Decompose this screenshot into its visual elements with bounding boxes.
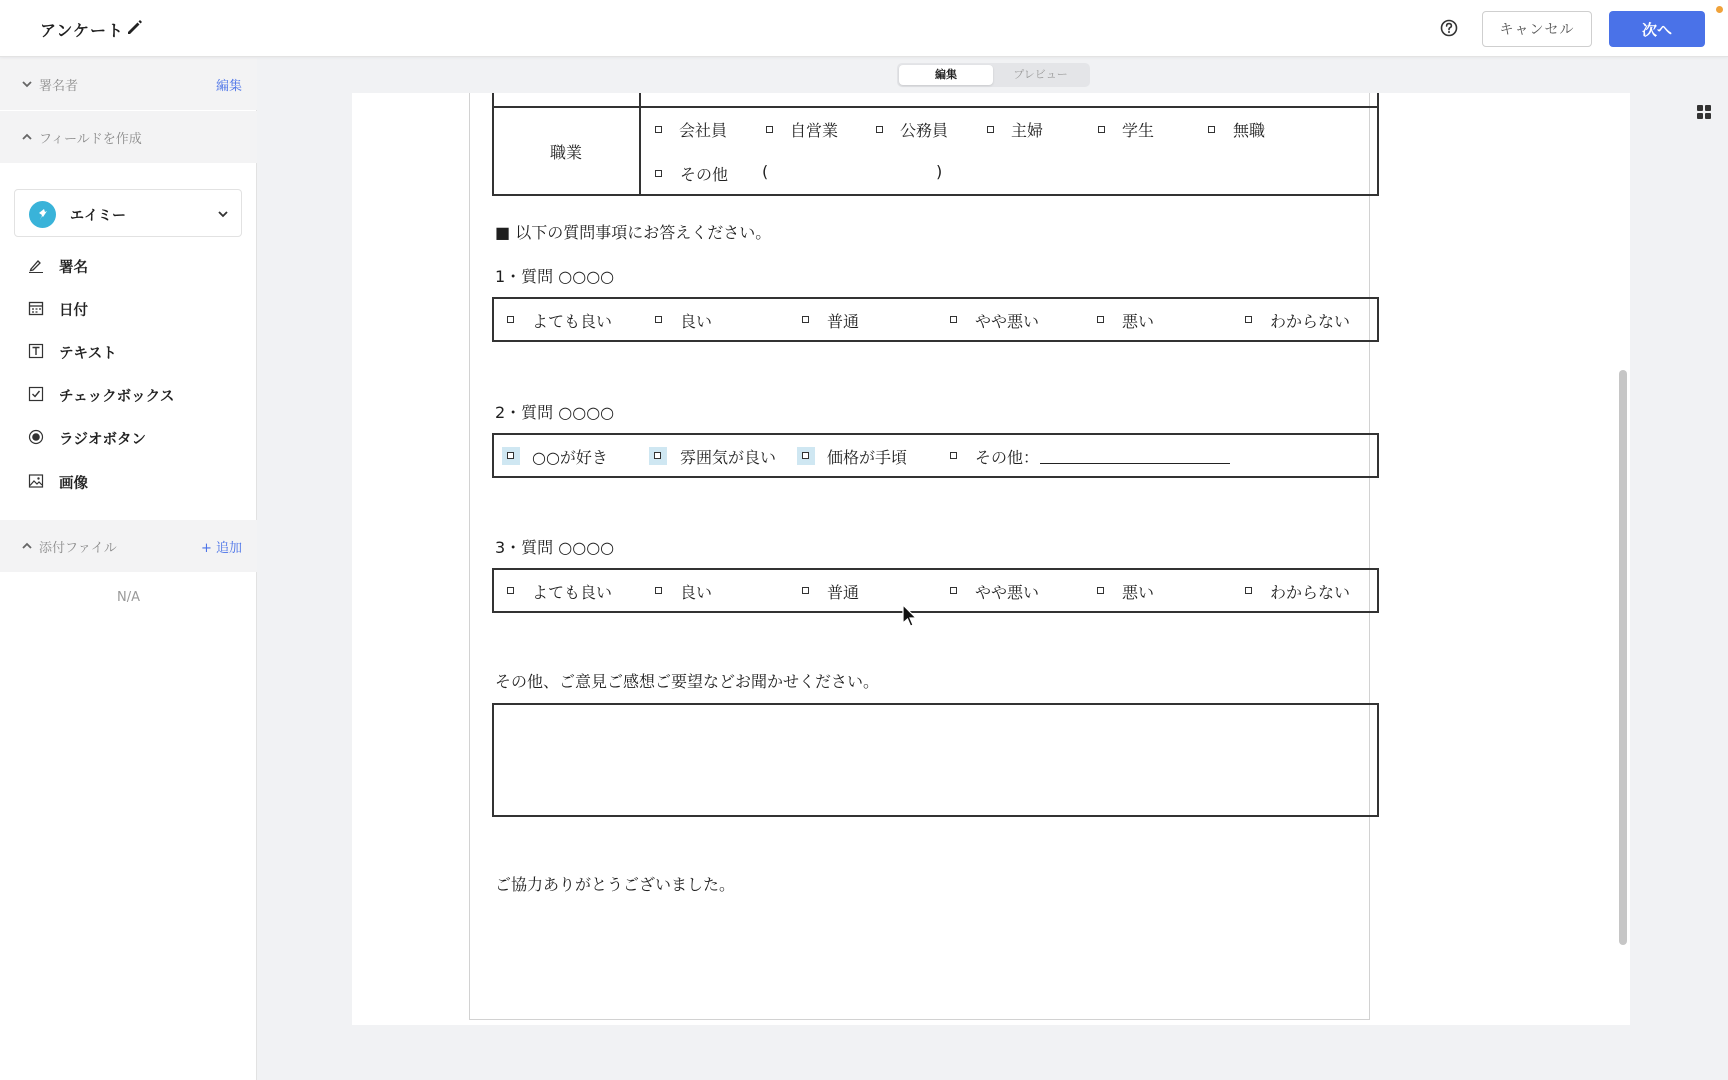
q2-checkbox[interactable]	[802, 452, 809, 459]
q2-checkbox[interactable]	[950, 452, 957, 459]
image-icon	[28, 473, 44, 489]
occupation-checkbox[interactable]	[766, 126, 773, 133]
field-signature[interactable]	[28, 251, 248, 281]
occupation-option: 会社員	[679, 121, 728, 140]
document-page	[469, 93, 1370, 1020]
q3-option: 悪い	[1122, 583, 1155, 602]
occupation-label: 職業	[550, 143, 583, 162]
occupation-other-paren: (	[762, 162, 769, 181]
q1-checkbox[interactable]	[507, 316, 514, 323]
occupation-option: 無職	[1233, 121, 1266, 140]
q1-option: 良い	[680, 312, 713, 331]
q2-checkbox[interactable]	[507, 452, 514, 459]
occupation-checkbox[interactable]	[655, 126, 662, 133]
grid-view-icon[interactable]	[1696, 104, 1712, 120]
occupation-checkbox[interactable]	[987, 126, 994, 133]
q1-option: よても良い	[532, 312, 613, 331]
q2-option: ○○が好き	[532, 448, 608, 467]
q1-checkbox[interactable]	[950, 316, 957, 323]
comments-prompt: その他、ご意見ご感想ご要望などお聞かせください。	[495, 672, 880, 691]
field-label: ラジオボタン	[59, 432, 146, 448]
fields-section-header[interactable]	[0, 111, 257, 163]
q3-option: やや悪い	[975, 583, 1040, 602]
signature-pen-icon	[28, 257, 44, 273]
question-2-box	[492, 433, 1379, 478]
calendar-icon	[28, 300, 44, 316]
q1-checkbox[interactable]	[802, 316, 809, 323]
field-label: 日付	[59, 303, 88, 319]
chevron-up-icon	[21, 131, 33, 143]
chevron-up-icon	[21, 540, 33, 552]
occupation-checkbox[interactable]	[876, 126, 883, 133]
field-image[interactable]	[28, 467, 248, 497]
tab-preview[interactable]: プレビュー	[1013, 68, 1068, 81]
mouse-cursor-icon	[902, 604, 918, 628]
instruction-text: ■ 以下の質問事項にお答えください。	[495, 223, 772, 242]
avatar	[29, 201, 56, 228]
sidebar	[0, 58, 257, 1080]
occupation-option: 学生	[1122, 121, 1155, 140]
thanks-text: ご協力ありがとうございました。	[495, 875, 736, 894]
q2-checkbox[interactable]	[654, 452, 661, 459]
q3-checkbox[interactable]	[950, 587, 957, 594]
q2-option: その他：	[975, 448, 1040, 467]
q1-option: わからない	[1270, 312, 1351, 331]
q1-checkbox[interactable]	[1245, 316, 1252, 323]
q2-option: 価格が手頃	[827, 448, 908, 467]
fields-section-label: フィールドを作成	[39, 132, 142, 147]
notification-dot	[1716, 6, 1723, 13]
signer-select[interactable]	[14, 189, 242, 237]
q2-checkbox-field[interactable]	[649, 447, 667, 465]
occupation-checkbox[interactable]	[1208, 126, 1215, 133]
q2-option: 雰囲気が良い	[680, 448, 777, 467]
next-button[interactable]: 次へ	[1609, 11, 1705, 47]
cancel-button[interactable]: キャンセル	[1482, 11, 1592, 47]
comments-box[interactable]	[492, 703, 1379, 817]
field-radio[interactable]	[28, 423, 248, 453]
field-date[interactable]	[28, 294, 248, 324]
question-2-title: 2・質問 ○○○○	[495, 403, 615, 422]
mode-toggle	[897, 63, 1090, 87]
q1-checkbox[interactable]	[655, 316, 662, 323]
field-checkbox[interactable]	[28, 380, 248, 410]
q3-option: わからない	[1270, 583, 1351, 602]
add-attachment-link[interactable]: + 追加	[200, 541, 242, 556]
attachments-empty-text: N/A	[117, 590, 140, 605]
occupation-option: 自営業	[790, 121, 839, 140]
field-label: 画像	[59, 476, 88, 492]
question-1-title: 1・質問 ○○○○	[495, 267, 615, 286]
q1-checkbox[interactable]	[1097, 316, 1104, 323]
q2-checkbox-field[interactable]	[797, 447, 815, 465]
q1-option: 普通	[827, 312, 860, 331]
q3-option: 普通	[827, 583, 860, 602]
q3-checkbox[interactable]	[1245, 587, 1252, 594]
signer-avatar-icon	[36, 207, 49, 222]
edit-signers-link[interactable]: 編集	[215, 79, 242, 94]
occupation-checkbox[interactable]	[655, 170, 662, 177]
chevron-down-icon	[217, 208, 229, 220]
q2-other-blank	[1040, 463, 1230, 464]
signers-section-header[interactable]	[0, 58, 257, 110]
q3-checkbox[interactable]	[802, 587, 809, 594]
attachments-section-header[interactable]	[0, 520, 257, 572]
occupation-other-paren: )	[936, 162, 943, 181]
occupation-option: 公務員	[900, 121, 949, 140]
canvas-scrollbar[interactable]	[1619, 370, 1627, 945]
question-3-title: 3・質問 ○○○○	[495, 538, 615, 557]
q2-checkbox-field[interactable]	[502, 447, 520, 465]
table-divider	[639, 106, 641, 196]
edit-title-pencil-icon[interactable]	[126, 18, 144, 36]
signers-section-label: 署名者	[39, 79, 79, 94]
field-text[interactable]	[28, 337, 248, 367]
top-bar	[0, 0, 1728, 57]
occupation-checkbox[interactable]	[1098, 126, 1105, 133]
help-icon[interactable]	[1439, 18, 1459, 38]
q3-checkbox[interactable]	[1097, 587, 1104, 594]
q3-option: よても良い	[532, 583, 613, 602]
attachments-section-label: 添付ファイル	[39, 541, 117, 556]
field-label: テキスト	[59, 346, 117, 362]
field-label: 署名	[59, 260, 88, 276]
signer-name: エイミー	[70, 208, 126, 224]
q1-option: 悪い	[1122, 312, 1155, 331]
q3-option: 良い	[680, 583, 713, 602]
field-label: チェックボックス	[59, 389, 175, 405]
document-title: アンケート	[40, 21, 125, 40]
tab-edit[interactable]: 編集	[899, 65, 993, 85]
document-canvas	[352, 93, 1630, 1025]
q3-checkbox[interactable]	[655, 587, 662, 594]
chevron-down-icon	[21, 78, 33, 90]
text-field-icon	[28, 343, 44, 359]
radio-button-icon	[28, 429, 44, 445]
occupation-option: 主婦	[1011, 121, 1044, 140]
occupation-other-label: その他	[680, 165, 729, 184]
checkbox-icon	[28, 386, 44, 402]
q1-option: やや悪い	[975, 312, 1040, 331]
q3-checkbox[interactable]	[507, 587, 514, 594]
